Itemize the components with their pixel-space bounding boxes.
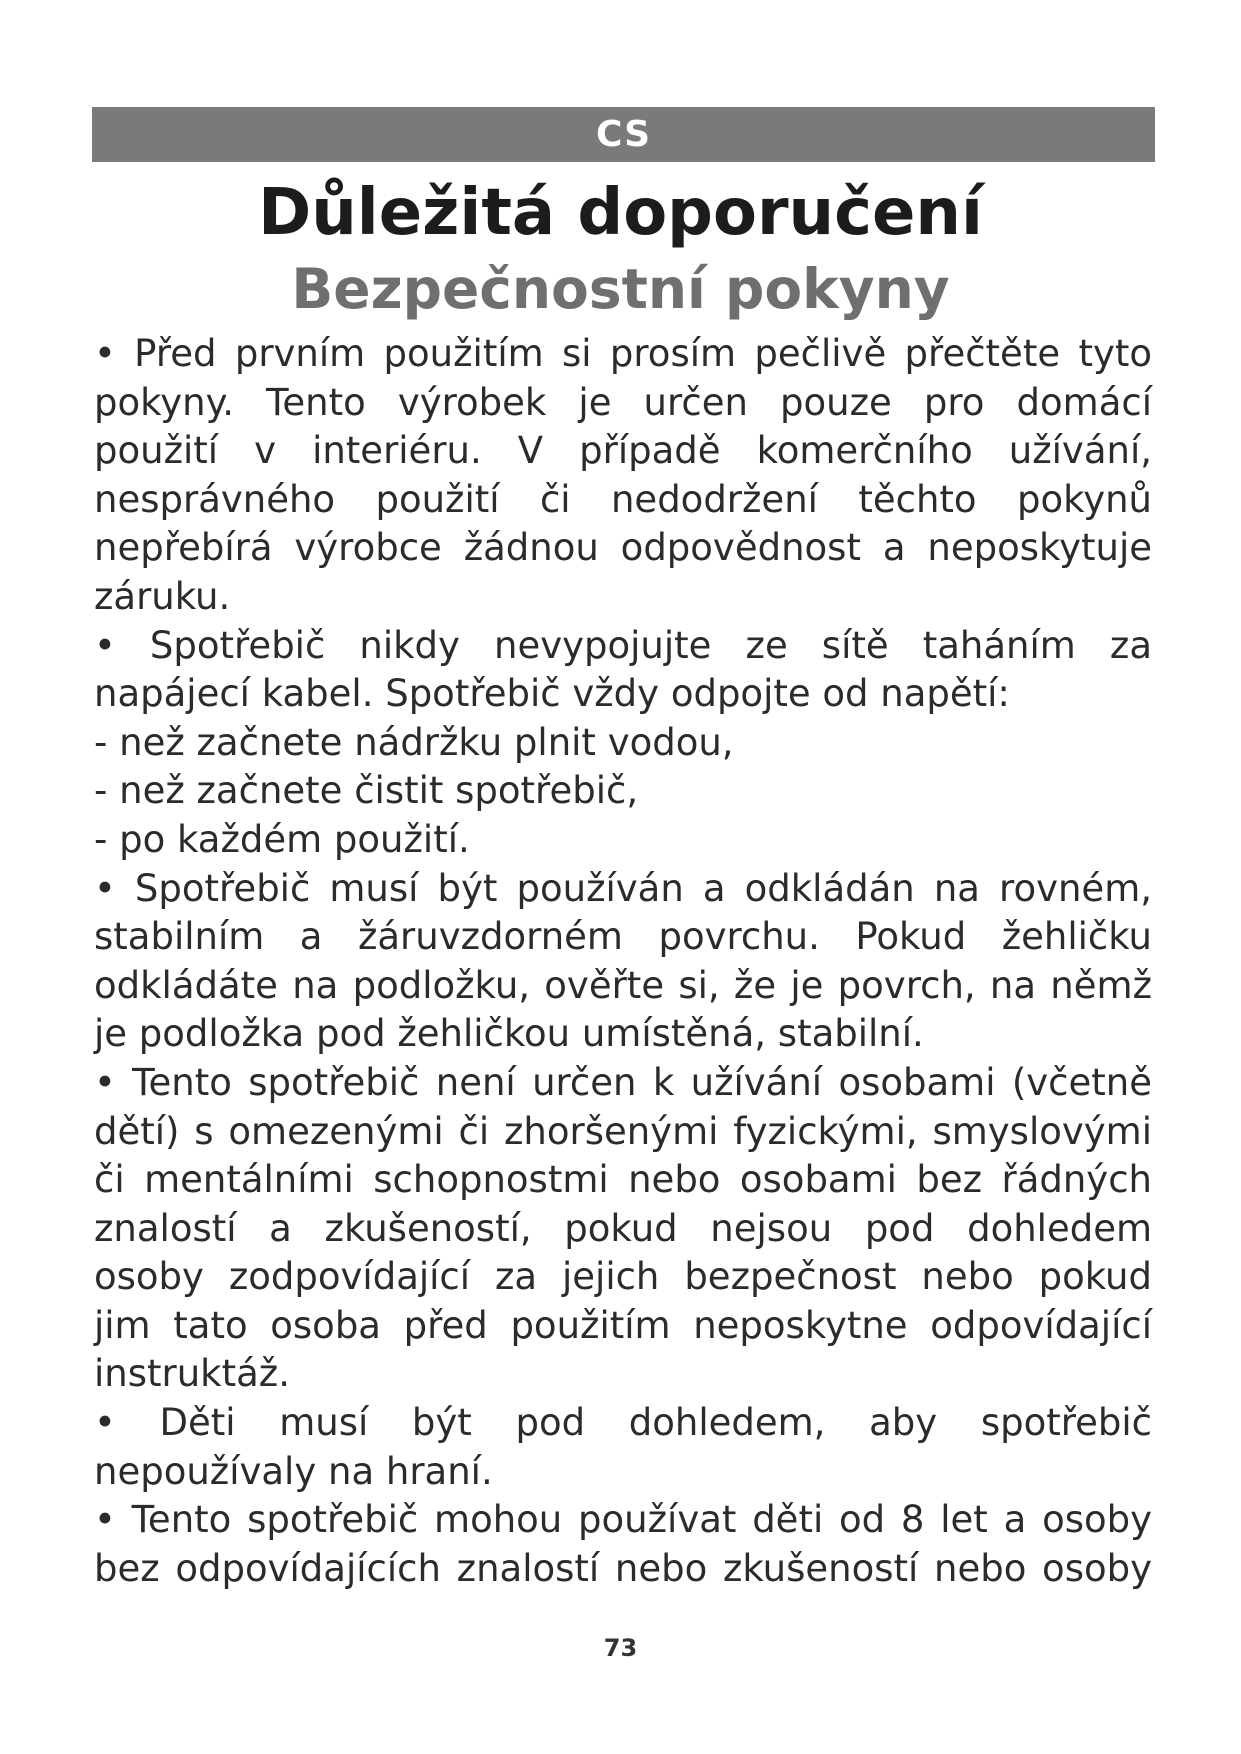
- text-line: či mentálními schopnostmi nebo osobami bez řádných: [94, 1158, 1152, 1202]
- text-line: • Tento spotřebič není určen k užívání osobami (včetně: [94, 1060, 1152, 1104]
- page-subtitle: Bezpečnostní pokyny: [291, 257, 950, 321]
- text-line: • Děti musí být pod dohledem, aby spotřebič: [94, 1401, 1152, 1445]
- text-line: - než začnete nádržku plnit vodou,: [94, 720, 734, 764]
- text-line: - po každém použití.: [94, 817, 470, 861]
- text-line: - než začnete čistit spotřebič,: [94, 769, 639, 813]
- text-line: instruktáž.: [94, 1352, 290, 1396]
- page-number: 73: [603, 1634, 638, 1662]
- text-line: dětí) s omezenými či zhoršenými fyzickými, smyslovými: [94, 1109, 1152, 1153]
- text-line: bez odpovídajících znalostí nebo zkušeností nebo osoby: [94, 1546, 1152, 1590]
- safety-instructions-body: [94, 330, 1152, 1593]
- text-line: jim tato osoba před použitím neposkytne odpovídající: [94, 1303, 1152, 1347]
- text-line: nepřebírá výrobce žádnou odpovědnost a neposkytuje: [94, 526, 1152, 570]
- text-line: pokyny. Tento výrobek je určen pouze pro domácí: [94, 380, 1152, 424]
- text-line: použití v interiéru. V případě komerčního užívání,: [94, 429, 1152, 473]
- text-line: osoby zodpovídající za jejich bezpečnost nebo pokud: [94, 1255, 1152, 1299]
- text-line: napájecí kabel. Spotřebič vždy odpojte od napětí:: [94, 672, 1010, 716]
- text-line: nepoužívaly na hraní.: [94, 1449, 493, 1493]
- language-code: CS: [595, 114, 651, 155]
- text-line: stabilním a žáruvzdorném povrchu. Pokud žehličku: [94, 915, 1152, 959]
- text-line: nesprávného použití či nedodržení těchto pokynů: [94, 477, 1152, 521]
- text-line: • Tento spotřebič mohou používat děti od 8 let a osoby: [94, 1498, 1152, 1542]
- language-bar: [92, 107, 1155, 162]
- text-line: • Před prvním použitím si prosím pečlivě přečtěte tyto: [94, 332, 1152, 375]
- text-line: je podložka pod žehličkou umístěná, stabilní.: [94, 1012, 924, 1056]
- text-line: záruku.: [94, 574, 231, 618]
- text-line: odkládáte na podložku, ověřte si, že je povrch, na němž: [94, 963, 1152, 1007]
- text-line: znalostí a zkušeností, pokud nejsou pod dohledem: [94, 1206, 1152, 1250]
- text-line: • Spotřebič nikdy nevypojujte ze sítě taháním za: [94, 623, 1152, 667]
- page-title: Důležitá doporučení: [258, 176, 983, 250]
- text-line: • Spotřebič musí být používán a odkládán na rovném,: [94, 866, 1152, 910]
